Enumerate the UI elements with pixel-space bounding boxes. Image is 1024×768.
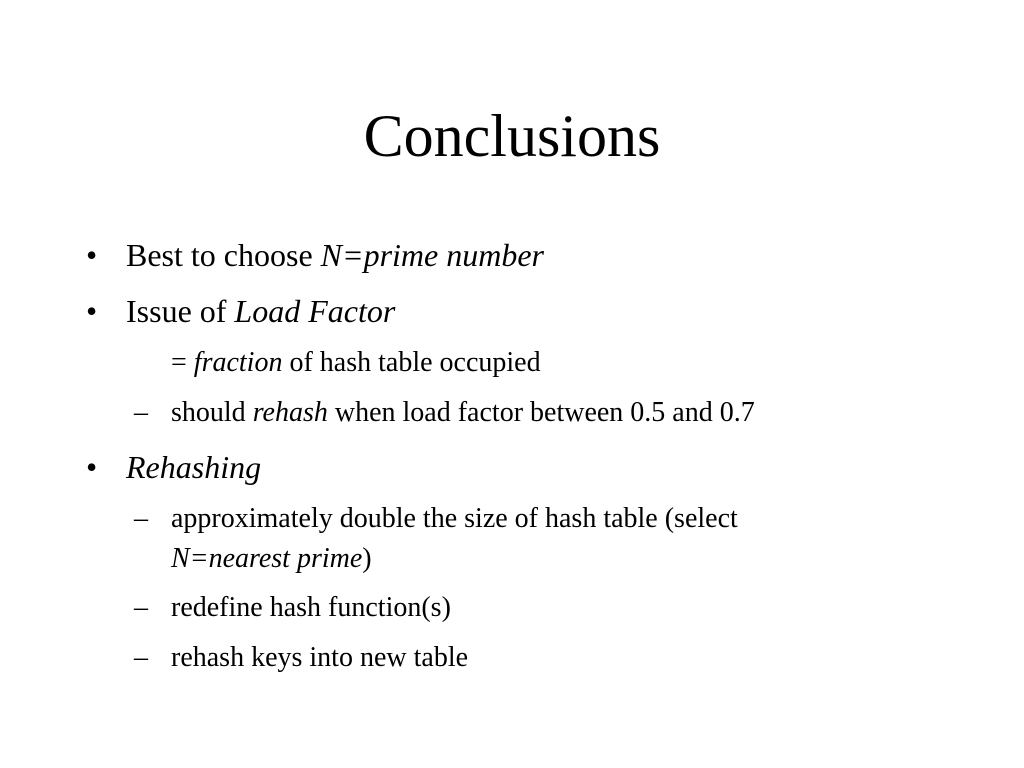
sub-item-text: redefine hash function(s) xyxy=(171,592,451,623)
sub-item-double-size xyxy=(134,502,994,578)
sub-item-rehash-keys xyxy=(134,641,994,675)
bullet-item-rehashing xyxy=(86,448,786,486)
bullet-glyph: • xyxy=(86,293,98,329)
slide-title: Conclusions xyxy=(363,103,661,169)
sub-item-rehash-threshold xyxy=(134,396,994,430)
bullet-text: Issue of Load Factor xyxy=(126,293,396,329)
sub-item-text-line2: N=nearest prime) xyxy=(171,543,372,574)
sub-item-redefine-hash xyxy=(134,591,994,625)
bullet-glyph: • xyxy=(86,449,98,485)
dash-glyph: – xyxy=(134,397,148,428)
sub-item-text: rehash keys into new table xyxy=(171,642,469,673)
bullet-glyph: • xyxy=(86,237,98,273)
load-factor-definition: = fraction of hash table occupied xyxy=(171,347,541,378)
dash-glyph: – xyxy=(134,642,148,673)
bullet-text: Rehashing xyxy=(126,449,262,485)
dash-glyph: – xyxy=(134,503,148,534)
sub-item-text-line1: approximately double the size of hash table (select xyxy=(171,503,738,534)
bullet-item-load-factor xyxy=(86,292,786,330)
sub-item-text: should rehash when load factor between 0.5 and 0.7 xyxy=(171,397,755,428)
bullet-item-prime xyxy=(86,236,786,274)
dash-glyph: – xyxy=(134,592,148,623)
bullet-text: Best to choose N=prime number xyxy=(126,237,544,273)
